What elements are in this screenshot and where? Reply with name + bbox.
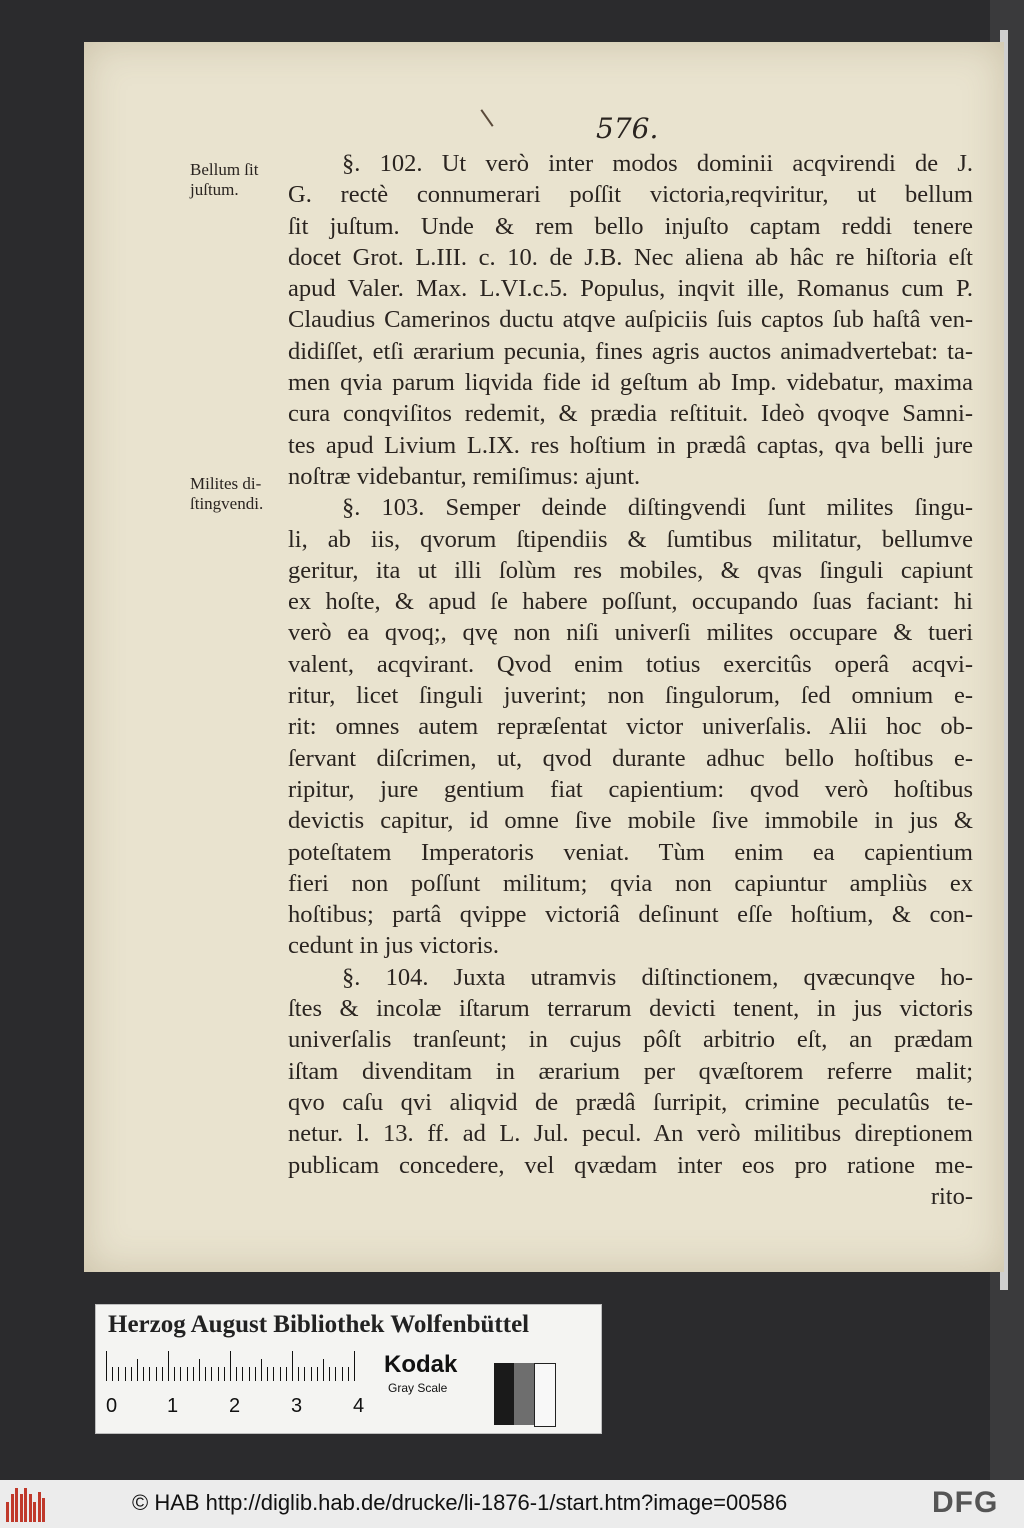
gray-scale-label: Gray Scale [388,1381,448,1395]
body-text [288,148,973,1212]
ruler-tick [218,1367,219,1381]
swatch-white [534,1363,556,1427]
text-line: rit: omnes autem repræſentat victor univerſalis. Alii hoc ob- [288,713,973,741]
ruler [106,1351,376,1381]
logo-bar [11,1494,14,1522]
text-line: §. 102. Ut verò inter modos dominii acqvirendi de J. [342,150,973,177]
logo-bar [24,1488,27,1522]
ruler-tick [156,1367,157,1381]
text-line: geritur, ita ut illi ſolùm res mobiles, & qvas ſinguli capiunt [288,556,973,584]
text-line: didiſſet, etſi ærarium pecunia, fines agris auctos animadvertebat: ta- [288,337,973,365]
text-line: ſtes & incolæ iſtarum terrarum devicti tenent, in jus victoris [288,995,973,1023]
ruler-tick [261,1359,262,1381]
page-number: 576. [596,112,659,145]
text-line: ex hoſte, & apud ſe habere poſſunt, occupando ſuas faciant: hi [288,588,973,616]
logo-bar [29,1494,32,1522]
ruler-number: 2 [229,1395,241,1417]
logo-bar [42,1498,45,1522]
ruler-tick [249,1367,250,1381]
ruler-number: 0 [106,1395,118,1417]
text-line: rito- [930,1182,973,1210]
text-line: netur. l. 13. ff. ad L. Jul. pecul. An verò militibus direptionem [288,1120,973,1148]
text-line: devictis capitur, id omne ſive mobile ſive immobile in jus & [288,807,973,835]
dfg-logo: DFG [932,1486,999,1519]
ruler-tick [323,1359,324,1381]
text-line: Claudius Camerinos ductu atqve auſpiciis ſuis captos ſub haſtâ ven- [288,306,973,334]
ruler-number: 1 [167,1395,179,1417]
logo-bar [15,1488,18,1522]
margin-note-line: Bellum ſit [190,160,259,179]
ruler-tick [125,1367,126,1381]
ruler-tick [168,1351,169,1381]
margin-note-line: ſtingvendi. [190,494,264,513]
ruler-tick [236,1367,237,1381]
swatch-gray [514,1363,534,1425]
ruler-tick [329,1367,330,1381]
ruler-tick [118,1367,119,1381]
ruler-tick [280,1367,281,1381]
ruler-tick [224,1367,225,1381]
text-line: apud Valer. Max. L.VI.c.5. Populus, inqvit ille, Romanus cum P. [288,275,973,303]
ruler-tick [304,1367,305,1381]
margin-note-line: Milites di- [190,474,262,493]
text-line: fieri non poſſunt militum; qvia non capiuntur ampliùs ex [288,869,973,897]
ruler-tick [242,1367,243,1381]
kodak-logo: Kodak [384,1351,458,1378]
ruler-tick [267,1367,268,1381]
text-line: G. rectè connumerari poſſit victoria,reqviritur, ut bellum [288,181,973,209]
ruler-tick [354,1351,355,1381]
text-line: verò ea qvoq;, qvę non niſi univerſi milites occupare & tueri [288,619,973,647]
ruler-number: 3 [291,1395,303,1417]
ruler-tick [180,1367,181,1381]
margin-note-milites [190,474,263,514]
ruler-tick [112,1367,113,1381]
ruler-tick [335,1367,336,1381]
library-name: Herzog August Bibliothek Wolfenbüttel [108,1311,530,1338]
ruler-tick [149,1367,150,1381]
logo-bar [33,1502,36,1522]
text-line: iſtam divenditam in ærarium per qvæſtorem referre malit; [288,1057,973,1085]
text-line: ſervant diſcrimen, ut, qvod durante adhuc bello hoſtibus e- [288,744,973,772]
ruler-number: 4 [353,1395,365,1417]
text-line: §. 103. Semper deinde diſtingvendi ſunt milites ſingu- [342,494,973,522]
ruler-tick [205,1367,206,1381]
ruler-tick [311,1367,312,1381]
ruler-tick [137,1359,138,1381]
logo-bar [38,1492,41,1522]
margin-note-line: juſtum. [190,180,239,199]
text-line: qvo caſu qvi aliqvid de prædâ ſurripit, crimine peculatûs te- [288,1088,973,1116]
text-line: men qvia parum liqvida fide id geſtum ab Imp. videbatur, maxima [288,369,973,397]
text-line: li, ab iis, qvorum ſtipendiis & ſumtibus militatur, bellumve [288,525,973,553]
text-line: ripitur, jure gentium fiat capientium: qvod verò hoſtibus [288,775,973,803]
text-line: tes apud Livium L.IX. res hoſtium in prædâ captas, qva belli jure [288,431,973,459]
swatch-black [494,1363,514,1425]
ruler-tick [174,1367,175,1381]
ruler-tick [230,1351,231,1381]
text-line: docet Grot. L.III. c. 10. de J.B. Nec aliena ab hâc re hiſtoria eſt [288,243,973,271]
hab-logo-icon [6,1486,48,1522]
logo-bar [20,1494,23,1522]
color-scale-card [95,1304,602,1434]
logo-bar [6,1502,9,1522]
text-line: publicam concedere, vel qvædam inter eos pro ratione me- [288,1151,973,1179]
margin-note-bellum [190,160,258,200]
text-line: §. 104. Juxta utramvis diſtinctionem, qvæcunqve ho- [342,963,973,991]
ruler-tick [187,1367,188,1381]
text-line: cedunt in jus victoris. [288,932,499,960]
ruler-tick [348,1367,349,1381]
ruler-tick [286,1367,287,1381]
footer-url-link[interactable]: © HAB http://diglib.hab.de/drucke/li-1876-1/start.htm?image=00586 [132,1490,788,1515]
ruler-tick [131,1367,132,1381]
text-line: poteſtatem Imperatoris veniat. Tùm enim ea capientium [288,838,973,866]
ruler-tick [193,1367,194,1381]
ruler-tick [342,1367,343,1381]
text-line: ritur, licet ſinguli juverint; non ſingulorum, ſed omnium e- [288,682,973,710]
text-line: cura conqviſitos redemit, & prædia reſtituit. Ideò qvoqve Samni- [288,400,973,428]
footer-bar [0,1480,1024,1528]
text-line: ſit juſtum. Unde & rem bello injuſto captam reddi tenere [288,212,973,240]
ruler-tick [199,1359,200,1381]
ruler-tick [292,1351,293,1381]
text-line: noſtræ videbantur, remiſimus: ajunt. [288,462,641,490]
ruler-tick [273,1367,274,1381]
ruler-tick [211,1367,212,1381]
text-line: hoſtibus; partâ qvippe victoriâ deſinunt eſſe hoſtium, & con- [288,901,973,929]
ruler-tick [162,1367,163,1381]
text-line: valent, acqvirant. Qvod enim totius exercitûs operâ acqvi- [288,650,973,678]
ruler-tick [298,1367,299,1381]
ruler-tick [317,1367,318,1381]
text-line: univerſalis tranſeunt; in cujus pôſt arbitrio eſt, an prædam [288,1026,973,1054]
ruler-tick [106,1351,107,1381]
ruler-tick [143,1367,144,1381]
ruler-tick [255,1367,256,1381]
